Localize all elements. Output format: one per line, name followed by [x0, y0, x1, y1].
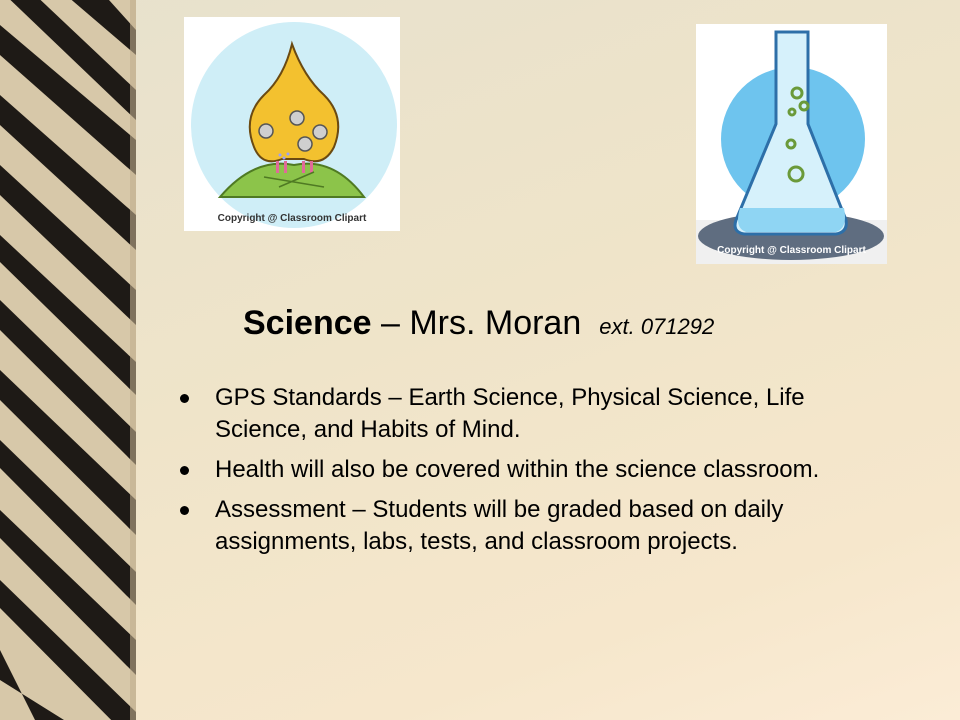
bullet-text: GPS Standards – Earth Science, Physical Science, Life Science, and Habits of Mind.: [215, 384, 805, 443]
bullet-list: [180, 382, 900, 566]
title-extension: ext. 071292: [599, 314, 715, 339]
bullet-dot-icon: [180, 466, 189, 475]
title-teacher: – Mrs. Moran: [371, 304, 582, 342]
bullet-item: [180, 494, 900, 558]
bullet-dot-icon: [180, 506, 189, 515]
title-subject: Science: [243, 304, 372, 342]
bullet-item: [180, 454, 900, 486]
synapse-clipart-image: [184, 17, 400, 231]
flask-clipart-image: [696, 24, 887, 264]
synapse-icon: [184, 17, 400, 231]
flask-icon: [696, 24, 887, 264]
zebra-stripe-panel: [0, 0, 136, 720]
bullet-text: Health will also be covered within the science classroom.: [215, 456, 820, 483]
bullet-item: [180, 382, 900, 446]
synapse-copyright-text: Copyright @ Classroom Clipart: [217, 213, 367, 224]
flask-copyright-text: Copyright @ Classroom Clipart: [717, 245, 866, 256]
bullet-text: Assessment – Students will be graded based on daily assignments, labs, tests, and classroom projects.: [215, 496, 784, 555]
slide-title: [243, 304, 714, 343]
bullet-dot-icon: [180, 394, 189, 403]
